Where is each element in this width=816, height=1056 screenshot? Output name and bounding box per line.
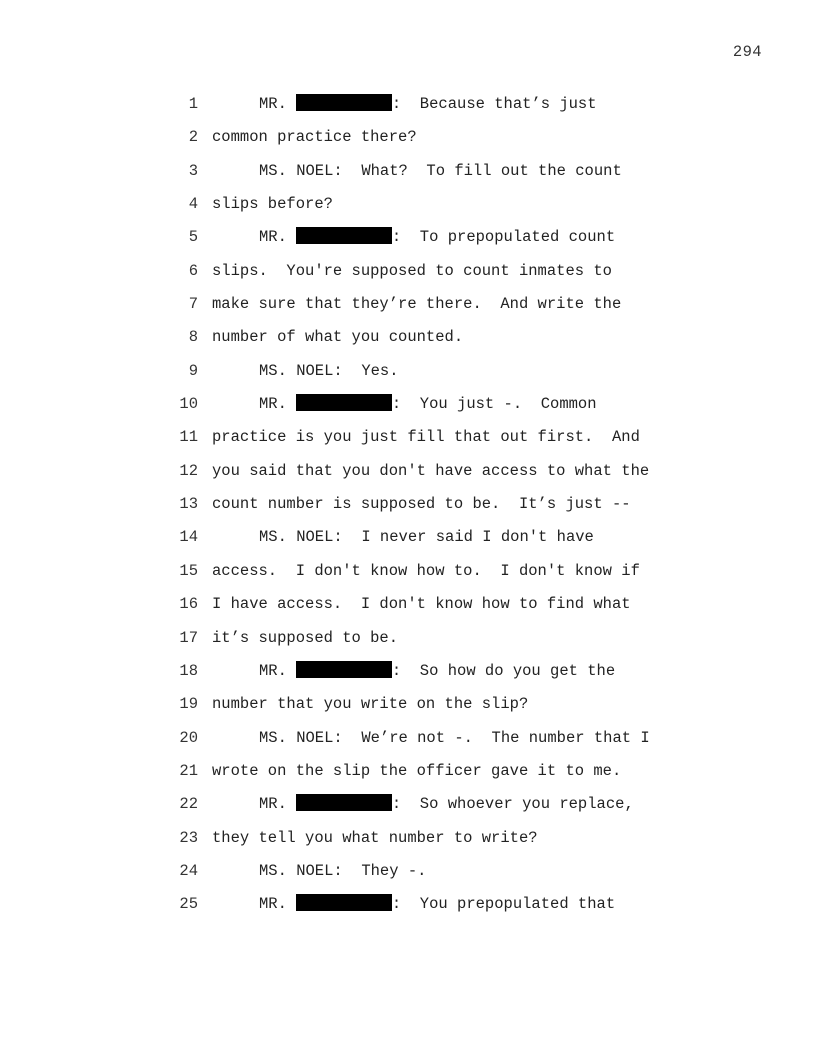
spoken-text: I have access. I don't know how to find what	[212, 595, 631, 614]
line-text	[259, 392, 597, 416]
transcript-line	[0, 359, 816, 392]
spoken-text: wrote on the slip the officer gave it to me.	[212, 761, 622, 780]
spoken-text: : You just -. Common	[391, 395, 597, 414]
line-number: 5	[188, 228, 198, 247]
spoken-text: MS. NOEL: What? To fill out the count	[259, 161, 622, 180]
spoken-text: : To prepopulated count	[391, 228, 616, 247]
transcript-line	[0, 892, 816, 925]
transcript-line	[0, 292, 816, 325]
line-text	[259, 225, 615, 249]
spoken-text: slips. You're supposed to count inmates to	[212, 261, 612, 280]
redaction-bar	[296, 794, 392, 811]
line-number: 14	[179, 528, 198, 547]
line-text	[212, 759, 621, 783]
spoken-text: : Because that’s just	[391, 95, 597, 113]
line-number: 15	[179, 561, 198, 580]
line-text	[259, 726, 650, 750]
line-text	[259, 659, 615, 683]
line-text	[259, 892, 615, 916]
line-number: 21	[179, 761, 198, 780]
line-text	[259, 359, 399, 383]
line-text	[212, 626, 398, 650]
transcript-line	[0, 225, 816, 258]
redaction-bar	[296, 894, 392, 911]
line-number: 22	[179, 795, 198, 814]
transcript-line	[0, 626, 816, 659]
line-number: 4	[188, 195, 198, 214]
transcript-body	[0, 92, 816, 926]
redaction-bar	[296, 227, 392, 244]
line-number: 18	[179, 661, 198, 680]
transcript-line	[0, 192, 816, 225]
spoken-text: : So how do you get the	[391, 661, 616, 680]
line-text	[259, 92, 597, 116]
line-text	[212, 292, 621, 316]
transcript-line	[0, 659, 816, 692]
line-text	[212, 325, 463, 349]
line-text	[259, 159, 622, 183]
redaction-bar	[296, 94, 392, 111]
spoken-text: : So whoever you replace,	[391, 795, 634, 814]
line-number: 10	[179, 395, 198, 414]
line-text	[259, 792, 634, 816]
spoken-text: they tell you what number to write?	[212, 828, 538, 847]
spoken-text: common practice there?	[212, 128, 417, 147]
line-number: 12	[179, 461, 198, 480]
speaker-label: MR.	[259, 795, 287, 814]
spoken-text: count number is supposed to be. It’s just --	[212, 495, 631, 514]
line-text	[212, 259, 612, 283]
transcript-line	[0, 726, 816, 759]
line-number: 20	[179, 728, 198, 747]
transcript-line	[0, 425, 816, 458]
line-number: 8	[188, 328, 198, 347]
transcript-line	[0, 492, 816, 525]
speaker-label: MR.	[259, 395, 287, 414]
transcript-line	[0, 692, 816, 725]
line-text	[212, 826, 538, 850]
line-text	[212, 192, 333, 216]
spoken-text: number of what you counted.	[212, 328, 464, 347]
line-text	[212, 425, 640, 449]
spoken-text: MS. NOEL: They -.	[259, 861, 427, 880]
speaker-label: MR.	[259, 228, 287, 247]
spoken-text: MS. NOEL: I never said I don't have	[259, 528, 594, 547]
line-number: 25	[179, 895, 198, 914]
line-number: 7	[188, 295, 198, 314]
spoken-text: it’s supposed to be.	[212, 628, 399, 647]
line-number: 2	[188, 128, 198, 147]
line-number: 1	[188, 95, 198, 113]
line-number: 13	[179, 495, 198, 514]
transcript-line	[0, 259, 816, 292]
spoken-text: MS. NOEL: We’re not -. The number that I	[259, 728, 650, 747]
line-number: 6	[188, 261, 198, 280]
line-number: 11	[179, 428, 198, 447]
transcript-line	[0, 792, 816, 825]
spoken-text: MS. NOEL: Yes.	[259, 361, 399, 380]
line-text	[212, 692, 528, 716]
line-text	[212, 592, 631, 616]
transcript-line	[0, 325, 816, 358]
line-number: 3	[188, 161, 198, 180]
line-number: 24	[179, 861, 198, 880]
transcript-line	[0, 92, 816, 125]
spoken-text: make sure that they’re there. And write the	[212, 295, 622, 314]
redaction-bar	[296, 661, 392, 678]
line-number: 9	[188, 361, 198, 380]
transcript-line	[0, 759, 816, 792]
page-number: 294	[732, 43, 762, 61]
line-text	[212, 492, 631, 516]
line-number: 17	[179, 628, 198, 647]
spoken-text: : You prepopulated that	[391, 895, 616, 914]
transcript-line	[0, 559, 816, 592]
transcript-line	[0, 859, 816, 892]
spoken-text: slips before?	[212, 195, 333, 214]
speaker-label: MR.	[259, 895, 287, 914]
line-text	[259, 859, 426, 883]
line-text	[212, 125, 417, 149]
line-number: 23	[179, 828, 198, 847]
speaker-label: MR.	[259, 661, 287, 680]
redaction-bar	[296, 394, 392, 411]
spoken-text: you said that you don't have access to what the	[212, 461, 650, 480]
line-number: 19	[179, 695, 198, 714]
transcript-line	[0, 125, 816, 158]
transcript-line	[0, 826, 816, 859]
line-text	[212, 459, 649, 483]
speaker-label: MR.	[259, 95, 287, 113]
transcript-line	[0, 525, 816, 558]
line-text	[212, 559, 640, 583]
spoken-text: access. I don't know how to. I don't know if	[212, 561, 640, 580]
line-text	[259, 525, 594, 549]
transcript-line	[0, 159, 816, 192]
spoken-text: practice is you just fill that out first. And	[212, 428, 640, 447]
line-number: 16	[179, 595, 198, 614]
spoken-text: number that you write on the slip?	[212, 695, 529, 714]
transcript-line	[0, 392, 816, 425]
transcript-line	[0, 459, 816, 492]
transcript-line	[0, 592, 816, 625]
